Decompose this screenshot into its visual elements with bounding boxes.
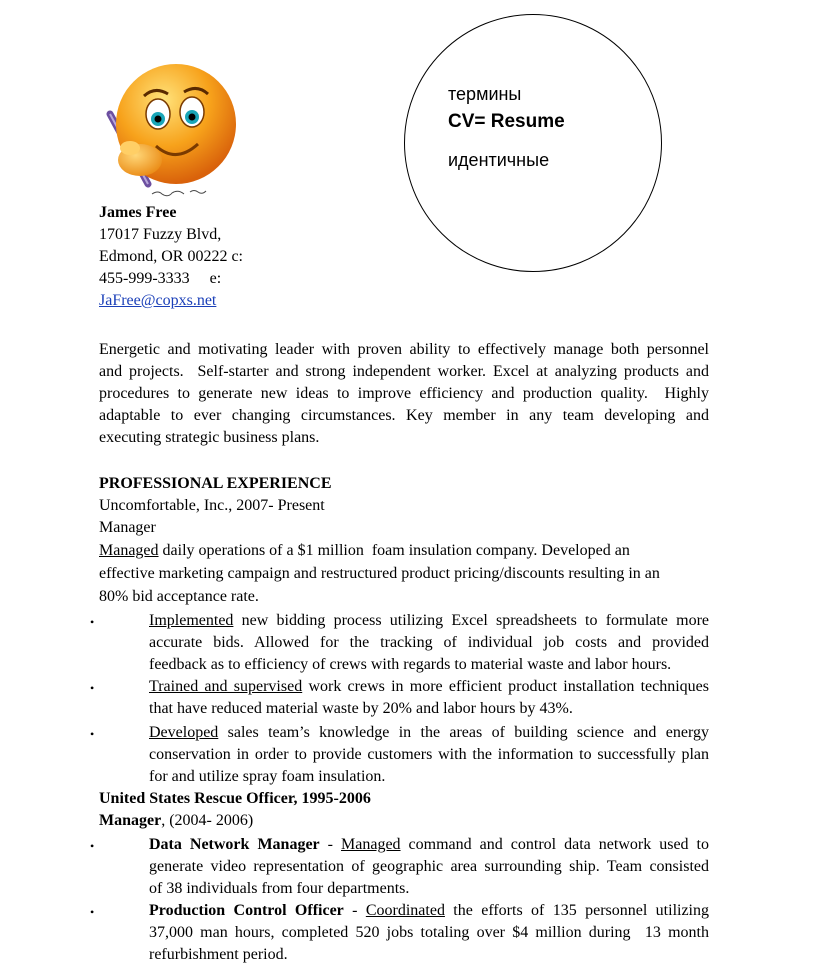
email-link[interactable]: JaFree@copxs.net	[99, 292, 217, 309]
job1-bullet3-line-2: conservation in order to provide customers with the information to successfully plan	[149, 746, 709, 763]
job2-company: United States Rescue Officer	[99, 790, 294, 807]
job1-bullet3-verb: Developed	[149, 724, 219, 741]
job2-bullet2-role: Production Control Officer	[149, 902, 344, 919]
job2-bullet1-line-2: generate video representation of geographic area surrounding ship. Team consisted	[149, 858, 709, 875]
summary-line-2: and projects. Self-starter and strong independent worker. Excel at analyzing products and	[99, 363, 709, 380]
job1-bullet3-rest: sales team’s knowledge in the areas of building science and energy	[218, 724, 709, 741]
job2-title-line	[99, 810, 253, 832]
smiley-writing-icon	[100, 52, 260, 202]
job1-bullet2-verb: Trained and supervised	[149, 678, 303, 695]
job1-desc-line-2: effective marketing campaign and restructured product pricing/discounts resulting in an	[99, 565, 660, 582]
job2-bullet1-rest: command and control data network used to	[400, 836, 710, 853]
job1-bullet1-rest: new bidding process utilizing Excel spreadsheets to formulate more	[233, 612, 709, 629]
resume-name: James Free	[99, 204, 177, 221]
job2-bullet1-verb: Managed	[341, 836, 401, 853]
job2-bullet2-line-3: refurbishment period.	[149, 946, 288, 963]
phone-line: 455-999-3333 e:	[99, 270, 222, 287]
summary-line-1: Energetic and motivating leader with proven ability to effectively manage both personnel	[99, 341, 709, 358]
bullet-marker: •	[90, 681, 95, 695]
job2-bullet2-line-1	[149, 900, 709, 922]
section-heading-experience: PROFESSIONAL EXPERIENCE	[99, 475, 332, 492]
job1-bullet1-line-3: feedback as to efficiency of crews with regards to material waste and labor hours.	[149, 656, 672, 673]
job1-desc-line-3: 80% bid acceptance rate.	[99, 588, 259, 605]
job1-bullet2-rest: work crews in more efficient product installation techniques	[302, 678, 710, 695]
summary-line-4: adaptable to ever changing circumstances. Key member in any team developing and	[99, 407, 709, 424]
address-line-2: Edmond, OR 00222 c:	[99, 248, 243, 265]
job1-desc-line-1-rest: daily operations of a $1 million foam insulation company. Developed an	[158, 542, 630, 559]
circle-text-cv: CV= Resume	[448, 111, 565, 132]
summary-line-3: procedures to generate new ideas to improve efficiency and production quality. Highly	[99, 385, 709, 402]
bullet-marker: •	[90, 905, 95, 919]
job1-bullet1-line-2: accurate bids. Allowed for the tracking of individual job costs and provided	[149, 634, 709, 651]
job2-bullet1-sep: -	[319, 836, 342, 853]
job2-bullet2-sep: -	[343, 902, 366, 919]
job2-years: , 1995-2006	[293, 790, 371, 807]
job2-title: Manager	[99, 812, 162, 829]
job1-bullet2-line-2: that have reduced material waste by 20% and labor hours by 43%.	[149, 700, 573, 717]
job2-bullet1-role: Data Network Manager	[149, 836, 320, 853]
job2-bullet1-line-3: of 38 individuals from four departments.	[149, 880, 410, 897]
job1-desc-line-1	[99, 540, 630, 562]
job1-bullet1-line-1	[149, 610, 709, 632]
job2-title-years: , (2004- 2006)	[161, 812, 254, 829]
address-line-1: 17017 Fuzzy Blvd,	[99, 226, 222, 243]
job2-bullet1-line-1	[149, 834, 709, 856]
job1-bullet2-line-1	[149, 676, 709, 698]
annotation-circle	[404, 14, 662, 272]
job2-company-line	[99, 788, 371, 810]
circle-text-terms: термины	[448, 84, 522, 104]
job2-bullet2-line-2: 37,000 man hours, completed 520 jobs totaling over $4 million during 13 month	[149, 924, 709, 941]
job1-title: Manager	[99, 519, 156, 536]
job2-bullet2-rest: the efforts of 135 personnel utilizing	[444, 902, 710, 919]
job1-desc-verb: Managed	[99, 542, 159, 559]
circle-text-identical: идентичные	[448, 150, 550, 170]
summary-line-5: executing strategic business plans.	[99, 429, 320, 446]
job2-bullet2-verb: Coordinated	[365, 902, 445, 919]
bullet-marker: •	[90, 615, 95, 629]
job1-company: Uncomfortable, Inc., 2007- Present	[99, 497, 325, 514]
job1-bullet3-line-1	[149, 722, 709, 744]
bullet-marker: •	[90, 839, 95, 853]
job1-bullet3-line-3: for and utilize spray foam insulation.	[149, 768, 386, 785]
bullet-marker: •	[90, 727, 95, 741]
job1-bullet1-verb: Implemented	[149, 612, 234, 629]
